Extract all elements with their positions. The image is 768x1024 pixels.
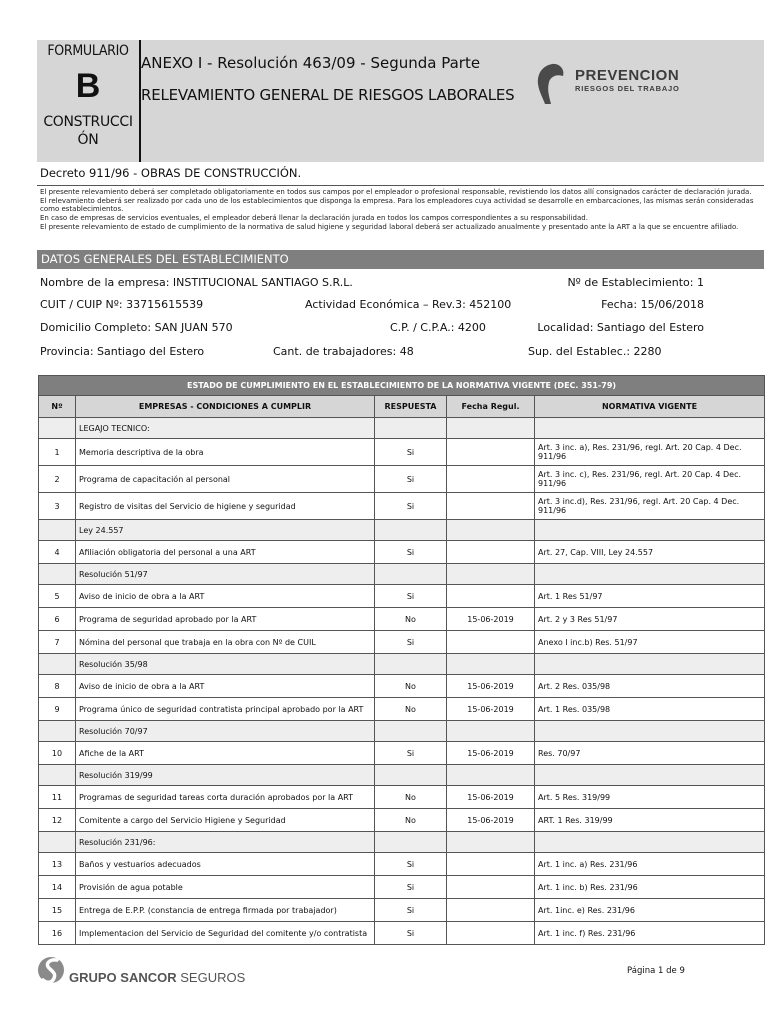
cell-condicion: Programa de seguridad aprobado por la ART xyxy=(76,608,375,631)
cell-respuesta xyxy=(375,520,447,541)
group-label: Resolución 35/98 xyxy=(76,654,375,675)
form-header xyxy=(37,40,764,162)
brand-light: SEGUROS xyxy=(176,970,246,985)
cell-respuesta xyxy=(375,765,447,786)
cell-normativa xyxy=(535,765,765,786)
form-letter: B xyxy=(75,67,101,105)
cell-condicion: Programas de seguridad tareas corta duración aprobados por la ART xyxy=(76,786,375,809)
table-body xyxy=(39,418,765,945)
cell-num xyxy=(39,418,76,439)
form-label: FORMULARIO xyxy=(47,43,129,59)
instruction-note: El presente relevamiento deberá ser completado obligatoriamente en todos sus campos por el empleador o profesional responsable, revistiendo los datos allí consignados carácter de declaración jurada. xyxy=(40,188,752,196)
cell-condicion: Aviso de inicio de obra a la ART xyxy=(76,675,375,698)
cell-num: 9 xyxy=(39,698,76,721)
page-number: Página 1 de 9 xyxy=(627,966,685,976)
cell-fecha xyxy=(447,564,535,585)
trabajadores-field: Cant. de trabajadores: 48 xyxy=(273,345,414,358)
table-row xyxy=(39,585,765,608)
cell-fecha: 15-06-2019 xyxy=(447,608,535,631)
cell-num: 7 xyxy=(39,631,76,654)
domicilio-field: Domicilio Completo: SAN JUAN 570 xyxy=(40,321,233,334)
logo-subtitle: RIESGOS DEL TRABAJO xyxy=(575,84,680,93)
table-row xyxy=(39,876,765,899)
table-row xyxy=(39,541,765,564)
cell-fecha xyxy=(447,541,535,564)
cell-respuesta: No xyxy=(375,809,447,832)
cell-normativa: Art. 5 Res. 319/99 xyxy=(535,786,765,809)
cell-normativa: Art. 27, Cap. VIII, Ley 24.557 xyxy=(535,541,765,564)
cell-respuesta: Si xyxy=(375,466,447,493)
cell-condicion: Registro de visitas del Servicio de higiene y seguridad xyxy=(76,493,375,520)
cell-fecha xyxy=(447,832,535,853)
cell-num: 16 xyxy=(39,922,76,945)
instruction-note: En caso de empresas de servicios eventuales, el empleador deberá llenar la declaración jurada en todos los campos correspondientes a su responsabilidad. xyxy=(40,214,588,223)
group-label: Ley 24.557 xyxy=(76,520,375,541)
prevencion-logo-icon xyxy=(535,62,569,106)
cell-num xyxy=(39,721,76,742)
header-respuesta: RESPUESTA xyxy=(375,396,447,418)
table-row xyxy=(39,439,765,466)
group-label: Resolución 231/96: xyxy=(76,832,375,853)
cell-respuesta: No xyxy=(375,675,447,698)
localidad-field: Localidad: Santiago del Estero xyxy=(537,321,704,334)
cell-normativa: Art. 2 y 3 Res 51/97 xyxy=(535,608,765,631)
cell-num: 11 xyxy=(39,786,76,809)
cell-normativa xyxy=(535,418,765,439)
cell-respuesta: Si xyxy=(375,922,447,945)
cell-condicion: Afiliación obligatoria del personal a una ART xyxy=(76,541,375,564)
table-group-row xyxy=(39,418,765,439)
cell-fecha xyxy=(447,876,535,899)
table-row xyxy=(39,698,765,721)
table-row xyxy=(39,922,765,945)
table-group-row xyxy=(39,654,765,675)
table-row xyxy=(39,493,765,520)
cell-respuesta: No xyxy=(375,698,447,721)
cell-normativa xyxy=(535,832,765,853)
table-group-row xyxy=(39,520,765,541)
brand-bold: GRUPO SANCOR xyxy=(69,970,177,985)
empresa-field: Nombre de la empresa: INSTITUCIONAL SANTIAGO S.R.L. xyxy=(40,276,353,289)
cell-fecha: 15-06-2019 xyxy=(447,698,535,721)
header-fecha: Fecha Regul. xyxy=(447,396,535,418)
group-label: Resolución 319/99 xyxy=(76,765,375,786)
cell-normativa xyxy=(535,721,765,742)
cell-respuesta: Si xyxy=(375,631,447,654)
cell-fecha xyxy=(447,631,535,654)
sancor-logo-icon xyxy=(37,954,65,986)
table-title: ESTADO DE CUMPLIMIENTO EN EL ESTABLECIMIENTO DE LA NORMATIVA VIGENTE (DEC. 351-79) xyxy=(39,376,765,396)
table-header-row xyxy=(39,396,765,418)
cell-normativa: Art. 1 Res 51/97 xyxy=(535,585,765,608)
header-normativa: NORMATIVA VIGENTE xyxy=(535,396,765,418)
table-group-row xyxy=(39,564,765,585)
cell-num: 5 xyxy=(39,585,76,608)
cell-normativa: Art. 3 inc.d), Res. 231/96, regl. Art. 20 Cap. 4 Dec. 911/96 xyxy=(535,493,765,520)
logo-title: PREVENCION xyxy=(575,67,680,84)
cell-fecha xyxy=(447,520,535,541)
cell-normativa: Art. 1 inc. a) Res. 231/96 xyxy=(535,853,765,876)
cell-normativa: Art. 1 Res. 035/98 xyxy=(535,698,765,721)
cell-respuesta: Si xyxy=(375,585,447,608)
cell-num xyxy=(39,564,76,585)
cell-condicion: Aviso de inicio de obra a la ART xyxy=(76,585,375,608)
cell-fecha xyxy=(447,418,535,439)
table-row xyxy=(39,675,765,698)
provincia-field: Provincia: Santiago del Estero xyxy=(40,345,205,358)
cell-num: 2 xyxy=(39,466,76,493)
cell-respuesta xyxy=(375,832,447,853)
cell-num: 4 xyxy=(39,541,76,564)
section-title: DATOS GENERALES DEL ESTABLECIMIENTO xyxy=(41,252,289,266)
cell-normativa xyxy=(535,520,765,541)
cell-condicion: Entrega de E.P.P. (constancia de entrega firmada por trabajador) xyxy=(76,899,375,922)
cell-fecha xyxy=(447,585,535,608)
cell-normativa: Anexo I inc.b) Res. 51/97 xyxy=(535,631,765,654)
compliance-table xyxy=(38,375,765,945)
cell-respuesta xyxy=(375,721,447,742)
cell-num xyxy=(39,520,76,541)
cell-num: 14 xyxy=(39,876,76,899)
cell-fecha: 15-06-2019 xyxy=(447,742,535,765)
table-row xyxy=(39,809,765,832)
cell-condicion: Programa de capacitación al personal xyxy=(76,466,375,493)
cell-respuesta: Si xyxy=(375,541,447,564)
cell-num: 6 xyxy=(39,608,76,631)
decreto-title: Decreto 911/96 - OBRAS DE CONSTRUCCIÓN. xyxy=(40,166,302,180)
cell-respuesta xyxy=(375,654,447,675)
cell-normativa: Art. 1 inc. b) Res. 231/96 xyxy=(535,876,765,899)
cell-normativa xyxy=(535,564,765,585)
cell-normativa: Art. 2 Res. 035/98 xyxy=(535,675,765,698)
cell-num xyxy=(39,832,76,853)
cell-condicion: Afiche de la ART xyxy=(76,742,375,765)
cell-respuesta: No xyxy=(375,786,447,809)
table-row xyxy=(39,631,765,654)
cell-fecha xyxy=(447,493,535,520)
group-label: LEGAJO TECNICO: xyxy=(76,418,375,439)
cell-normativa: ART. 1 Res. 319/99 xyxy=(535,809,765,832)
cell-respuesta: Si xyxy=(375,853,447,876)
cell-num: 10 xyxy=(39,742,76,765)
cell-respuesta: No xyxy=(375,608,447,631)
table-group-row xyxy=(39,765,765,786)
establecimiento-field: Nº de Establecimiento: 1 xyxy=(567,276,704,289)
cell-condicion: Memoria descriptiva de la obra xyxy=(76,439,375,466)
cell-num xyxy=(39,654,76,675)
cell-condicion: Baños y vestuarios adecuados xyxy=(76,853,375,876)
cell-num: 3 xyxy=(39,493,76,520)
instructions xyxy=(40,188,756,232)
superficie-field: Sup. del Establec.: 2280 xyxy=(528,345,662,358)
cell-fecha xyxy=(447,654,535,675)
form-category: CONSTRUCCIÓN xyxy=(43,114,133,148)
cell-num: 8 xyxy=(39,675,76,698)
cell-fecha: 15-06-2019 xyxy=(447,786,535,809)
prevencion-logo xyxy=(535,62,695,106)
cell-fecha xyxy=(447,765,535,786)
divider xyxy=(37,185,764,186)
cell-normativa: Art. 1inc. e) Res. 231/96 xyxy=(535,899,765,922)
table-row xyxy=(39,786,765,809)
cell-condicion: Implementacion del Servicio de Seguridad del comitente y/o contratista xyxy=(76,922,375,945)
table-group-row xyxy=(39,832,765,853)
cell-num: 15 xyxy=(39,899,76,922)
cell-num: 1 xyxy=(39,439,76,466)
anexo-title: ANEXO I - Resolución 463/09 - Segunda Parte xyxy=(141,54,481,72)
actividad-field: Actividad Económica – Rev.3: 452100 xyxy=(305,298,512,311)
cell-respuesta: Si xyxy=(375,899,447,922)
cell-normativa: Res. 70/97 xyxy=(535,742,765,765)
cell-fecha: 15-06-2019 xyxy=(447,675,535,698)
form-id-box xyxy=(37,40,141,162)
cp-field: C.P. / C.P.A.: 4200 xyxy=(390,321,486,334)
cuit-field: CUIT / CUIP Nº: 33715615539 xyxy=(40,298,204,311)
table-row xyxy=(39,853,765,876)
header-num: Nº xyxy=(39,396,76,418)
table-row xyxy=(39,899,765,922)
group-label: Resolución 70/97 xyxy=(76,721,375,742)
sancor-brand xyxy=(69,970,245,985)
cell-condicion: Nómina del personal que trabaja en la obra con Nº de CUIL xyxy=(76,631,375,654)
cell-normativa: Art. 3 inc. a), Res. 231/96, regl. Art. 20 Cap. 4 Dec. 911/96 xyxy=(535,439,765,466)
cell-condicion: Programa único de seguridad contratista principal aprobado por la ART xyxy=(76,698,375,721)
instruction-note: El presente relevamiento de estado de cumplimiento de la normativa de salud higiene y seguridad laboral deberá ser actualizado anualmente y presentado ante la ART a la que se encuentre afiliado. xyxy=(40,222,739,231)
cell-fecha xyxy=(447,466,535,493)
cell-respuesta: Si xyxy=(375,876,447,899)
header-empresas: EMPRESAS - CONDICIONES A CUMPLIR xyxy=(76,396,375,418)
cell-fecha: 15-06-2019 xyxy=(447,809,535,832)
section-header xyxy=(37,250,764,269)
cell-fecha xyxy=(447,922,535,945)
cell-normativa: Art. 3 inc. c), Res. 231/96, regl. Art. 20 Cap. 4 Dec. 911/96 xyxy=(535,466,765,493)
cell-normativa xyxy=(535,654,765,675)
cell-fecha xyxy=(447,721,535,742)
cell-condicion: Comitente a cargo del Servicio Higiene y Seguridad xyxy=(76,809,375,832)
cell-num: 13 xyxy=(39,853,76,876)
cell-fecha xyxy=(447,439,535,466)
fecha-field: Fecha: 15/06/2018 xyxy=(601,298,704,311)
cell-respuesta: Si xyxy=(375,439,447,466)
table-group-row xyxy=(39,721,765,742)
relevamiento-title: RELEVAMIENTO GENERAL DE RIESGOS LABORALES xyxy=(141,86,515,104)
instruction-note: El relevamiento deberá ser realizado por cada uno de los establecimientos que disponga la empresa. Para los empleadores cuya actividad se desarrolle en embarcaciones, las mismas serán consideradas como establecimientos. xyxy=(40,196,754,214)
cell-normativa: Art. 1 inc. f) Res. 231/96 xyxy=(535,922,765,945)
sancor-logo xyxy=(37,954,246,988)
table-row xyxy=(39,466,765,493)
cell-num: 12 xyxy=(39,809,76,832)
cell-fecha xyxy=(447,899,535,922)
cell-num xyxy=(39,765,76,786)
group-label: Resolución 51/97 xyxy=(76,564,375,585)
cell-respuesta: Si xyxy=(375,493,447,520)
cell-respuesta: Si xyxy=(375,742,447,765)
cell-respuesta xyxy=(375,564,447,585)
cell-fecha xyxy=(447,853,535,876)
cell-respuesta xyxy=(375,418,447,439)
cell-condicion: Provisión de agua potable xyxy=(76,876,375,899)
table-row xyxy=(39,742,765,765)
table-row xyxy=(39,608,765,631)
